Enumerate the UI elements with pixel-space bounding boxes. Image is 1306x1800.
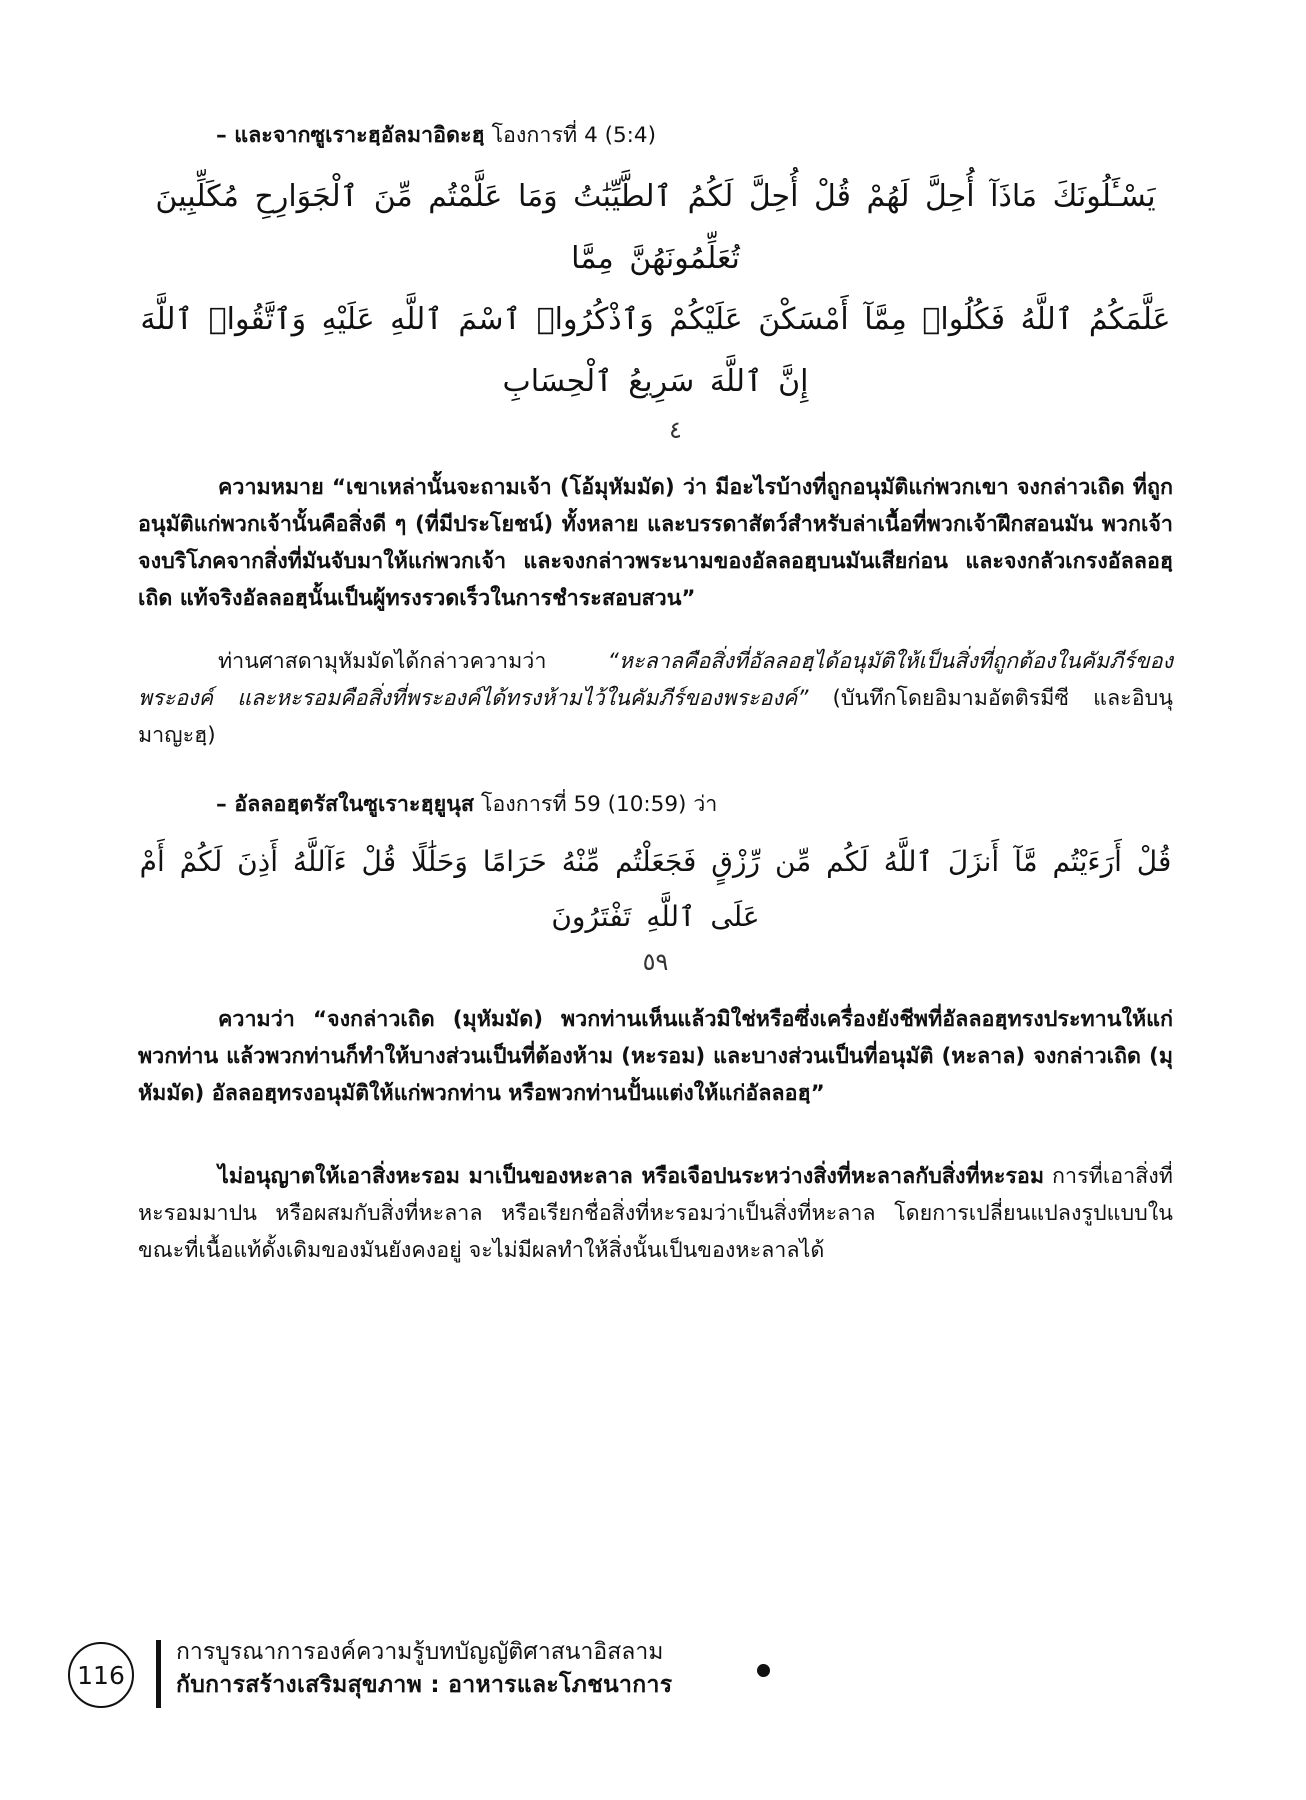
page-content (138, 120, 1173, 1270)
arabic-verse-2-line-1: قُلْ أَرَءَيْتُم مَّآ أَنزَلَ ٱللَّهُ لَكُم مِّن رِّزْقٍ فَجَعَلْتُم مِّنْهُ حَرَامًا وَحَلَٰلًا قُلْ ءَآللَّهُ أَذِنَ لَكُمْ أَمْ (139, 845, 1172, 879)
footer-text (176, 1636, 672, 1703)
hadith-quote: “หะลาลคือสิ่งที่อัลลอฮฺได้อนุมัติให้เป็นสิ่งที่ถูกต้องในคัมภีร์ของพระองค์ และหะรอมคือสิ่งที่พระองค์ได้ทรงห้ามไว้ในคัมภีร์ของพระองค์” (138, 649, 1173, 712)
arabic-verse-2-line-2: عَلَى ٱللَّهِ تَفْتَرُونَ (551, 899, 760, 933)
quran-reference-1-verse: โองการที่ 4 (5:4) (484, 123, 656, 148)
quran-reference-2-surah: – อัลลอฮฺตรัสในซูเราะฮฺยูนุส (216, 792, 475, 818)
quran-reference-2 (138, 789, 1173, 821)
footer-dot-ornament (757, 1664, 770, 1677)
hadith-lead-in: ท่านศาสดามุหัมมัดได้กล่าวความว่า (218, 649, 547, 675)
final-paragraph-rest: การที่เอาสิ่งที่หะรอมมาปน หรือผสมกับสิ่งที่หะลาล หรือเรียกชื่อสิ่งที่หะรอมว่าเป็นสิ่งที่หะลาล โดยการเปลี่ยนแปลงรูปแบบในขณะที่เนื้อแท้ดั้งเดิมของมันยังคงอยู่ จะไม่มีผลทำให้สิ่งนั้นเป็นของหะลาลได้ (138, 1164, 1173, 1264)
footer-title-line-1: การบูรณาการองค์ความรู้บทบัญญัติศาสนาอิสลาม (176, 1639, 664, 1665)
page-number: 116 (68, 1642, 134, 1708)
final-paragraph (138, 1159, 1173, 1270)
arabic-verse-1 (138, 166, 1173, 412)
ayah-end-mark-2: ٥٩ (642, 948, 669, 977)
arabic-verse-1-line-1: يَسْـَٔلُونَكَ مَاذَآ أُحِلَّ لَهُمْ قُلْ أُحِلَّ لَكُمُ ٱلطَّيِّبَٰتُ وَمَا عَلَّمْتُم مِّنَ ٱلْجَوَارِحِ مُكَلِّبِينَ تُعَلِّمُونَهُنَّ مِمَّا (155, 179, 1156, 276)
quran-reference-2-verse: โองการที่ 59 (10:59) ว่า (474, 792, 718, 818)
footer-title-line-2: กับการสร้างเสริมสุขภาพ : อาหารและโภชนาการ (176, 1672, 673, 1699)
arabic-verse-2 (138, 835, 1173, 944)
final-paragraph-bold-lead: ไม่อนุญาตให้เอาสิ่งหะรอม มาเป็นของหะลาล หรือเจือปนระหว่างสิ่งที่หะลาลกับสิ่งที่หะรอม (218, 1164, 1044, 1190)
meaning-paragraph-2: ความว่า “จงกล่าวเถิด (มุหัมมัด) พวกท่านเห็นแล้วมิใช่หรือซึ่งเครื่องยังชีพที่อัลลอฮฺทรงประทานให้แก่พวกท่าน แล้วพวกท่านก็ทำให้บางส่วนเป็นที่ต้องห้าม (หะรอม) และบางส่วนเป็นที่อนุมัติ (หะลาล) จงกล่าวเถิด (มุหัมมัด) อัลลอฮฺทรงอนุมัติให้แก่พวกท่าน หรือพวกท่านปั้นแต่งให้แก่อัลลอฮฺ” (138, 1007, 1173, 1107)
hadith-paragraph (138, 644, 1173, 755)
ayah-end-mark-1: ٤ (669, 416, 682, 445)
page-footer (60, 1624, 1240, 1714)
quran-reference-1-surah: – และจากซูเราะฮฺอัลมาอิดะฮฺ (216, 123, 485, 148)
arabic-verse-1-line-2: عَلَّمَكُمُ ٱللَّهُ فَكُلُوا۟ مِمَّآ أَمْسَكْنَ عَلَيْكُمْ وَٱذْكُرُوا۟ ٱسْمَ ٱللَّهِ عَلَيْهِ وَٱتَّقُوا۟ ٱللَّهَ إِنَّ ٱللَّهَ سَرِيعُ ٱلْحِسَابِ (140, 302, 1171, 399)
hadith-source: (บันทึกโดยอิมามอัตติรมีซี และอิบนุมาญะฮฺ) (138, 686, 1173, 749)
footer-divider-bar (156, 1640, 161, 1708)
meaning-paragraph-1: ความหมาย “เขาเหล่านั้นจะถามเจ้า (โอ้มุหัมมัด) ว่า มีอะไรบ้างที่ถูกอนุมัติแก่พวกเขา จงกล่าวเถิด ที่ถูกอนุมัติแก่พวกเจ้านั้นคือสิ่งดี ๆ (ที่มีประโยชน์) ทั้งหลาย และบรรดาสัตว์สำหรับล่าเนื้อที่พวกเจ้าฝึกสอนมัน พวกเจ้าจงบริโภคจากสิ่งที่มันจับมาให้แก่พวกเจ้า และจงกล่าวพระนามของอัลลอฮฺบนมันเสียก่อน และจงกลัวเกรงอัลลอฮฺเถิด แท้จริงอัลลอฮฺนั้นเป็นผู้ทรงรวดเร็วในการชำระสอบสวน” (138, 475, 1173, 612)
quran-reference-1 (138, 120, 1173, 152)
